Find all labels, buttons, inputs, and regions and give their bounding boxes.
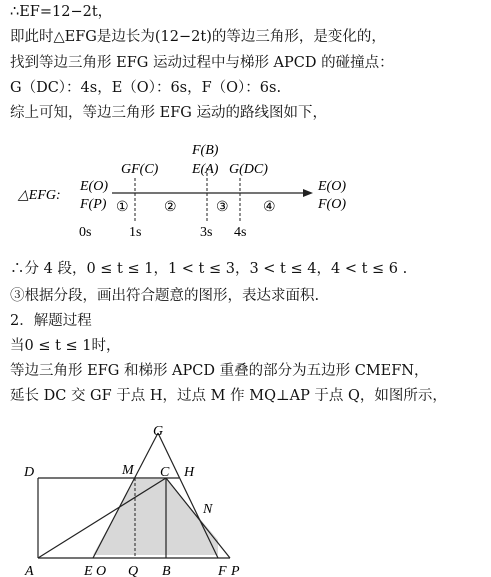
route-label: △EFG: [18, 188, 61, 203]
point-e: E [84, 564, 93, 577]
route-arrowhead [303, 189, 313, 197]
point-q: Q [128, 564, 139, 577]
route-segment-1: ① [116, 200, 129, 215]
route-marker-gdc: G(DC) [229, 162, 268, 177]
line-7: ③根据分段，画出符合题意的图形，表达求面积. [10, 288, 320, 304]
route-marker-fb: F(B) [192, 143, 219, 158]
route-start-top: E(O) [80, 179, 108, 194]
route-segment-2: ② [164, 200, 177, 215]
line-6: ∴分 4 段，0 ≤ t ≤ 1，1 < t ≤ 3，3 < t ≤ 4，4 < t ≤ 6 . [10, 261, 408, 277]
route-end-bottom: F(O) [318, 197, 346, 212]
route-marker-gfc: GF(C) [121, 162, 159, 177]
route-time-1s: 1s [129, 225, 142, 240]
point-n: N [203, 502, 213, 517]
point-h: H [184, 465, 195, 480]
point-c: C [160, 465, 170, 480]
geometry-figure [0, 418, 491, 577]
point-a: A [25, 564, 34, 577]
line-11: 延长 DC 交 GF 于点 H，过点 M 作 MQ⊥AP 于点 Q，如图所示， [10, 388, 447, 404]
route-time-3s: 3s [200, 225, 213, 240]
route-segment-4: ④ [263, 200, 276, 215]
route-start-bottom: F(P) [80, 197, 107, 212]
route-marker-ea: E(A) [192, 162, 219, 177]
point-f: F [218, 564, 227, 577]
line-1: ∴EF=12−2t， [10, 4, 113, 20]
point-b: B [162, 564, 171, 577]
route-diagram [0, 140, 491, 246]
line-9: 当0 ≤ t ≤ 1时， [10, 338, 121, 354]
route-segment-3: ③ [216, 200, 229, 215]
line-3: 找到等边三角形 EFG 运动过程中与梯形 APCD 的碰撞点： [10, 55, 394, 71]
point-o: O [96, 564, 107, 577]
route-time-0s: 0s [79, 225, 92, 240]
line-8: 2．解题过程 [10, 313, 92, 329]
point-m: M [122, 463, 134, 478]
line-5: 综上可知，等边三角形 EFG 运动的路线图如下， [10, 105, 327, 121]
point-g: G [153, 424, 164, 439]
shaded-pentagon-cmefn [93, 479, 218, 555]
point-d: D [24, 465, 35, 480]
line-2: 即此时△EFG是边长为(12−2t)的等边三角形，是变化的， [10, 29, 386, 45]
line-10: 等边三角形 EFG 和梯形 APCD 重叠的部分为五边形 CMEFN， [10, 363, 429, 379]
point-p: P [231, 564, 240, 577]
route-time-4s: 4s [234, 225, 247, 240]
line-4: G（DC）：4s，E（O）：6s，F（O）：6s. [10, 80, 282, 96]
route-end-top: E(O) [318, 179, 346, 194]
